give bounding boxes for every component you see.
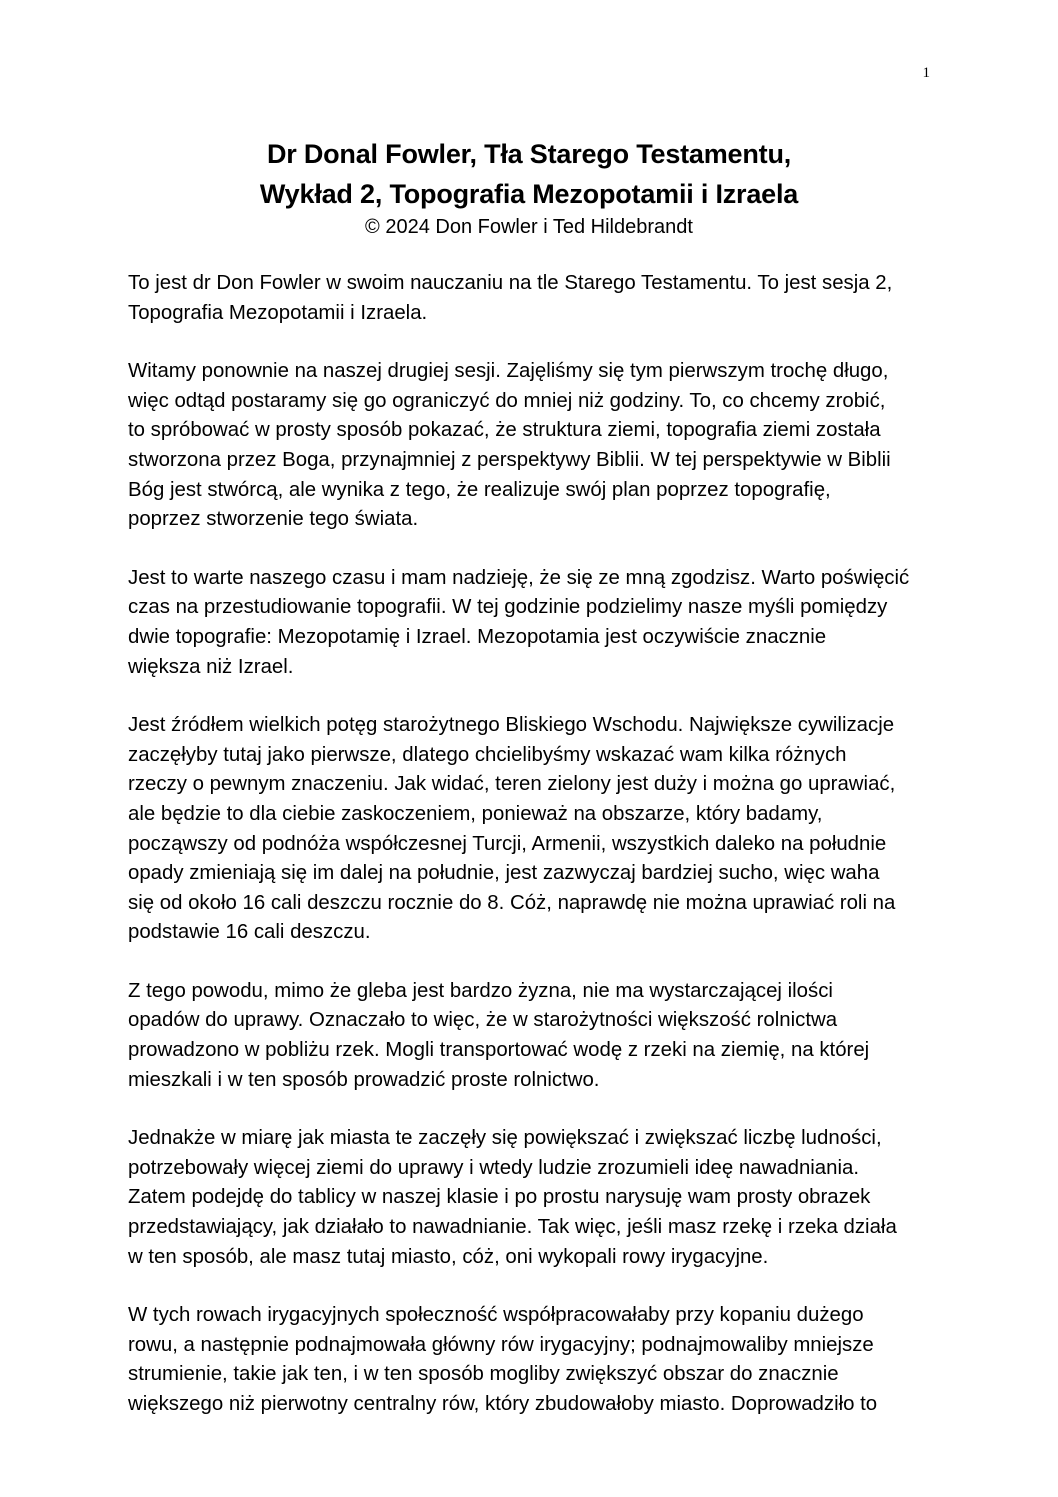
text-line: Topografia Mezopotamii i Izraela.	[128, 301, 428, 324]
text-line: czas na przestudiowanie topografii. W tej godzinie podzielimy nasze myśli pomiędzy	[128, 596, 888, 619]
document-body	[128, 269, 948, 1449]
document-title-line-2: Wykład 2, Topografia Mezopotamii i Izraela	[259, 179, 799, 209]
document-title-line-1: Dr Donal Fowler, Tła Starego Testamentu,	[266, 139, 792, 169]
text-line: prowadzono w pobliżu rzek. Mogli transportować wodę z rzeki na ziemię, na której	[128, 1039, 870, 1062]
text-line: dwie topografie: Mezopotamię i Izrael. Mezopotamia jest oczywiście znacznie	[128, 625, 827, 648]
text-line: stworzona przez Boga, przynajmniej z perspektywy Biblii. W tej perspektywie w Biblii	[128, 448, 891, 471]
text-line: Jest to warte naszego czasu i mam nadzieję, że się ze mną zgodzisz. Warto poświęcić	[128, 566, 910, 589]
text-line: podstawie 16 cali deszczu.	[128, 921, 371, 944]
text-line: To jest dr Don Fowler w swoim nauczaniu na tle Starego Testamentu. To jest sesja 2,	[128, 272, 893, 294]
text-line: strumienie, takie jak ten, i w ten sposób mogliby zwiększyć obszar do znacznie	[128, 1363, 839, 1386]
text-line: ale będzie to dla ciebie zaskoczeniem, ponieważ na obszarze, który badamy,	[128, 802, 823, 825]
text-line: opady zmieniają się im dalej na południe, jest zazwyczaj bardziej sucho, więc waha	[128, 862, 880, 885]
text-line: potrzebowały więcej ziemi do uprawy i wtedy ludzie zrozumieli ideę nawadniania.	[128, 1156, 860, 1179]
text-line: to spróbować w prosty sposób pokazać, że struktura ziemi, topografia ziemi została	[128, 419, 881, 442]
copyright-notice: © 2024 Don Fowler i Ted Hildebrandt	[365, 216, 693, 238]
text-line: Witamy ponownie na naszej drugiej sesji. Zajęliśmy się tym pierwszym trochę długo,	[128, 360, 889, 383]
paragraph-7	[128, 1301, 948, 1419]
paragraph-3	[128, 564, 948, 682]
paragraph-5	[128, 977, 948, 1095]
paragraph-6	[128, 1124, 948, 1272]
text-line: Jednakże w miarę jak miasta te zaczęły się powiększać i zwiększać liczbę ludności,	[128, 1127, 882, 1150]
text-line: większego niż pierwotny centralny rów, który zbudowałoby miasto. Doprowadziło to	[128, 1393, 878, 1415]
paragraph-4	[128, 711, 948, 948]
text-line: W tych rowach irygacyjnych społeczność współpracowałaby przy kopaniu dużego	[128, 1304, 864, 1327]
text-line: mieszkali i w ten sposób prowadzić proste rolnictwo.	[128, 1068, 600, 1091]
text-line: począwszy od podnóża współczesnej Turcji, Armenii, wszystkich daleko na południe	[128, 832, 887, 855]
page-number: 1	[922, 65, 930, 81]
text-line: poprzez stworzenie tego świata.	[128, 508, 419, 531]
paragraph-1	[128, 269, 948, 328]
title-block	[0, 134, 1058, 240]
text-line: w ten sposób, ale masz tutaj miasto, cóż, oni wykopali rowy irygacyjne.	[128, 1245, 769, 1268]
paragraph-2	[128, 357, 948, 535]
text-line: przedstawiający, jak działało to nawadnianie. Tak więc, jeśli masz rzekę i rzeka działa	[128, 1216, 897, 1239]
text-line: rzeczy o pewnym znaczeniu. Jak widać, teren zielony jest duży i można go uprawiać,	[128, 773, 896, 796]
text-line: rowu, a następnie podnajmowała główny rów irygacyjny; podnajmowaliby mniejsze	[128, 1333, 874, 1356]
text-line: zaczęłyby tutaj jako pierwsze, dlatego chcielibyśmy wskazać wam kilka różnych	[128, 743, 847, 766]
text-line: Bóg jest stwórcą, ale wynika z tego, że realizuje swój plan poprzez topografię,	[128, 478, 831, 501]
text-line: większa niż Izrael.	[128, 655, 294, 678]
text-line: Z tego powodu, mimo że gleba jest bardzo żyzna, nie ma wystarczającej ilości	[128, 979, 833, 1002]
text-line: Jest źródłem wielkich potęg starożytnego Bliskiego Wschodu. Największe cywilizacje	[128, 714, 895, 737]
text-line: opadów do uprawy. Oznaczało to więc, że w starożytności większość rolnictwa	[128, 1009, 838, 1032]
text-line: Zatem podejdę do tablicy w naszej klasie i po prostu narysuję wam prosty obrazek	[128, 1186, 871, 1209]
text-line: się od około 16 cali deszczu rocznie do 8. Cóż, naprawdę nie można uprawiać roli na	[128, 891, 896, 914]
text-line: więc odtąd postaramy się go ograniczyć do mniej niż godziny. To, co chcemy zrobić,	[128, 389, 886, 412]
